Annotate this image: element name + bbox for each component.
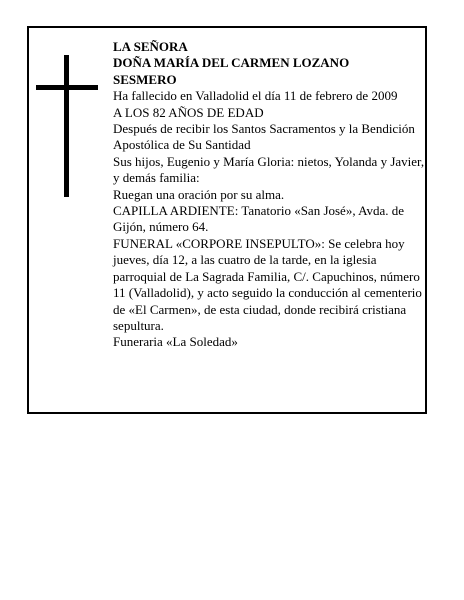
prayer-request: Ruegan una oración por su alma.	[113, 186, 285, 202]
cross-vertical-beam	[64, 55, 69, 197]
deceased-name-line-2: SESMERO	[113, 71, 177, 87]
funeral-home: Funeraria «La Soledad»	[113, 334, 238, 350]
family-statement: Sus hijos, Eugenio y María Gloria: nietos, Yolanda y Javier, y demás familia:	[113, 153, 425, 186]
funeral-details: FUNERAL «CORPORE INSEPULTO»: Se celebra hoy jueves, día 12, a las cuatro de la tarde, en la iglesia parroquial de La Sagrada Familia, C/. Capuchinos, número 11 (Valladolid), y acto seguido la conducción al cementerio de «El Carmen», de esta ciudad, donde recibirá cristiana sepultura.	[113, 235, 422, 333]
sacraments-statement: Después de recibir los Santos Sacramentos y la Bendición Apostólica de Su Santidad	[113, 121, 415, 153]
deceased-name-line-1: DOÑA MARÍA DEL CARMEN LOZANO	[113, 55, 350, 71]
obituary-text	[113, 39, 427, 351]
cross-horizontal-beam	[36, 85, 98, 90]
notice-title: LA SEÑORA	[113, 39, 188, 54]
latin-cross-icon	[36, 55, 98, 197]
death-statement: Ha fallecido en Valladolid el día 11 de febrero de 2009	[113, 88, 398, 104]
chapel-details: CAPILLA ARDIENTE: Tanatorio «San José», Avda. de Gijón, número 64.	[113, 203, 405, 235]
age-statement: A LOS 82 AÑOS DE EDAD	[113, 104, 264, 120]
